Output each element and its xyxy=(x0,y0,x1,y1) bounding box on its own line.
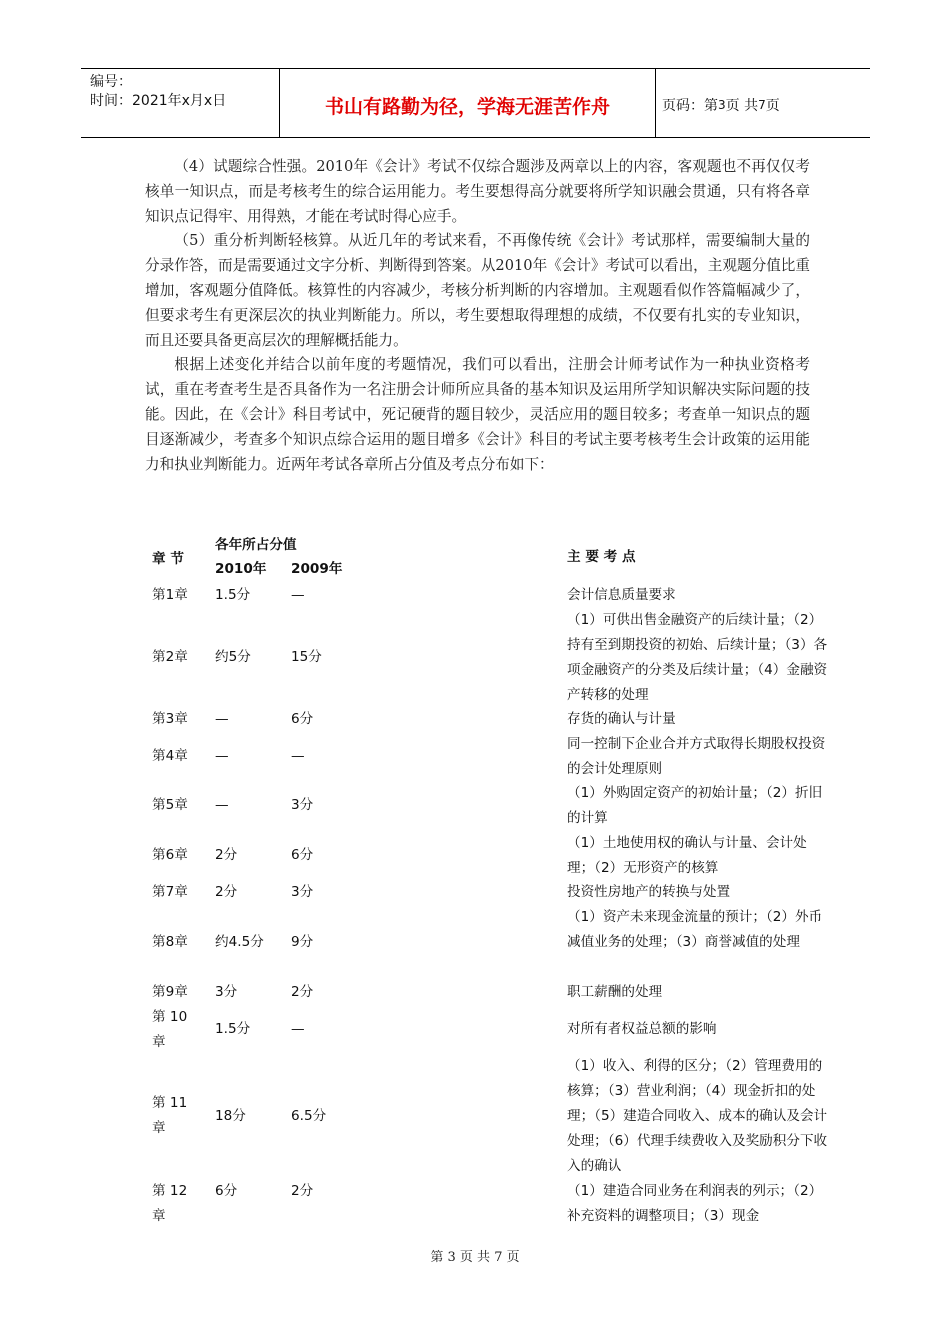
cell-points: 会计信息质量要求 xyxy=(567,587,676,603)
paragraph: （5）重分析判断轻核算。从近几年的考试来看，不再像传统《会计》考试那样，需要编制大量的分录作答，而是需要通过文字分析、判断得到答案。从2010年《会计》考试可以看出，主观题分值比重增加，客观题分值降低。核算性的内容减少，考核分析判断的内容增加。主观题看似作答篇幅减少了，但要求考生有更深层次的执业判断能力。所以，考生要想取得理想的成绩，不仅要有扎实的专业知识，而且还要具备更高层次的理解概括能力。 xyxy=(145,232,810,349)
cell-2009: 6分 xyxy=(291,847,314,863)
cell-points: （1）收入、利得的区分；（2）管理费用的核算；（3）营业利润；（4）现金折扣的处理；（5）建造合同收入、成本的确认及会计处理；（6）代理手续费收入及奖励积分下收入的确认 xyxy=(567,1058,828,1174)
header-page-info xyxy=(656,69,870,137)
cell-2009: 9分 xyxy=(291,934,314,950)
cell-2010: 1.5分 xyxy=(215,1021,251,1037)
col-head-chapter: 章 节 xyxy=(152,551,184,567)
cell-points: （1）建造合同业务在利润表的列示；（2）补充资料的调整项目；（3）现金 xyxy=(567,1183,823,1224)
page-total: 7 xyxy=(758,98,766,112)
cell-chapter: 第 10 章 xyxy=(152,1009,188,1050)
cell-2010: 18分 xyxy=(215,1108,246,1124)
cell-2010: — xyxy=(215,797,229,813)
cell-points: （1）土地使用权的确认与计量、会计处理；（2）无形资产的核算 xyxy=(567,835,807,876)
cell-points: 职工薪酬的处理 xyxy=(567,984,663,1000)
cell-chapter: 第5章 xyxy=(152,797,188,813)
cell-2010: — xyxy=(215,748,229,764)
cell-points: 同一控制下企业合并方式取得长期股权投资的会计处理原则 xyxy=(567,736,826,777)
cell-chapter: 第 11 章 xyxy=(152,1095,188,1136)
cell-2010: 3分 xyxy=(215,984,238,1000)
page-label-mid: 页 共 xyxy=(725,98,759,114)
paragraph: （4）试题综合性强。2010年《会计》考试不仅综合题涉及两章以上的内容，客观题也不再仅仅考核单一知识点，而是考核考生的综合运用能力。考生要想得高分就要将所学知识融会贯通，只有将各章知识点记得牢、用得熟，才能在考试时得心应手。 xyxy=(145,158,810,225)
number-label: 编号： xyxy=(90,74,132,90)
page-header xyxy=(81,68,870,138)
cell-chapter: 第1章 xyxy=(152,587,188,603)
paragraph: 根据上述变化并结合以前年度的考题情况，我们可以看出，注册会计师考试作为一种执业资格考试，重在考查考生是否具备作为一名注册会计师所应具备的基本知识及运用所学知识解决实际问题的技能。因此，在《会计》科目考试中，死记硬背的题目较少，灵活应用的题目较多；考查单一知识点的题目逐渐减少，考查多个知识点综合运用的题目增多《会计》科目的考试主要考核考生会计政策的运用能力和执业判断能力。近两年考试各章所占分值及考点分布如下： xyxy=(145,356,810,473)
header-meta xyxy=(81,69,280,137)
cell-2009: — xyxy=(291,587,305,603)
cell-chapter: 第9章 xyxy=(152,984,188,1000)
col-head-points: 主 要 考 点 xyxy=(567,549,636,565)
cell-points: （1）资产未来现金流量的预计；（2）外币减值业务的处理；（3）商誉减值的处理 xyxy=(567,909,823,950)
cell-chapter: 第7章 xyxy=(152,884,188,900)
cell-2010: 约4.5分 xyxy=(215,934,264,950)
cell-chapter: 第4章 xyxy=(152,748,188,764)
cell-2009: 6分 xyxy=(291,711,314,727)
col-head-score: 各年所占分值 xyxy=(215,537,297,553)
cell-points: 投资性房地产的转换与处置 xyxy=(567,884,731,900)
cell-points: （1）外购固定资产的初始计量；（2）折旧的计算 xyxy=(567,785,823,826)
cell-2010: 1.5分 xyxy=(215,587,251,603)
cell-2010: 6分 xyxy=(215,1183,238,1199)
cell-2009: 2分 xyxy=(291,984,314,1000)
cell-points: （1）可供出售金融资产的后续计量；（2）持有至到期投资的初始、后续计量；（3）各项金融资产的分类及后续计量；（4）金融资产转移的处理 xyxy=(567,612,828,703)
cell-2009: 2分 xyxy=(291,1183,314,1199)
col-head-2009: 2009年 xyxy=(291,561,343,577)
cell-2010: — xyxy=(215,711,229,727)
cell-chapter: 第6章 xyxy=(152,847,188,863)
cell-chapter: 第 12 章 xyxy=(152,1183,188,1224)
cell-chapter: 第8章 xyxy=(152,934,188,950)
cell-2009: 6.5分 xyxy=(291,1108,327,1124)
page-label-post: 页 xyxy=(765,98,780,114)
page-label-pre: 页码：第 xyxy=(662,98,718,114)
cell-2009: 3分 xyxy=(291,797,314,813)
cell-points: 对所有者权益总额的影响 xyxy=(567,1021,717,1037)
cell-2010: 约5分 xyxy=(215,649,251,665)
cell-2009: 15分 xyxy=(291,649,322,665)
header-motto: 书山有路勤为径，学海无涯苦作舟 xyxy=(280,69,656,137)
time-label: 时间：2021年x月x日 xyxy=(90,93,227,109)
page-current: 3 xyxy=(718,98,726,112)
body-text xyxy=(145,155,810,477)
col-head-2010: 2010年 xyxy=(215,561,267,577)
page-footer: 第 3 页 共 7 页 xyxy=(430,1250,520,1265)
cell-2010: 2分 xyxy=(215,847,238,863)
cell-points: 存货的确认与计量 xyxy=(567,711,676,727)
cell-2009: 3分 xyxy=(291,884,314,900)
cell-chapter: 第3章 xyxy=(152,711,188,727)
cell-2009: — xyxy=(291,748,305,764)
cell-2010: 2分 xyxy=(215,884,238,900)
cell-chapter: 第2章 xyxy=(152,649,188,665)
cell-2009: — xyxy=(291,1021,305,1037)
